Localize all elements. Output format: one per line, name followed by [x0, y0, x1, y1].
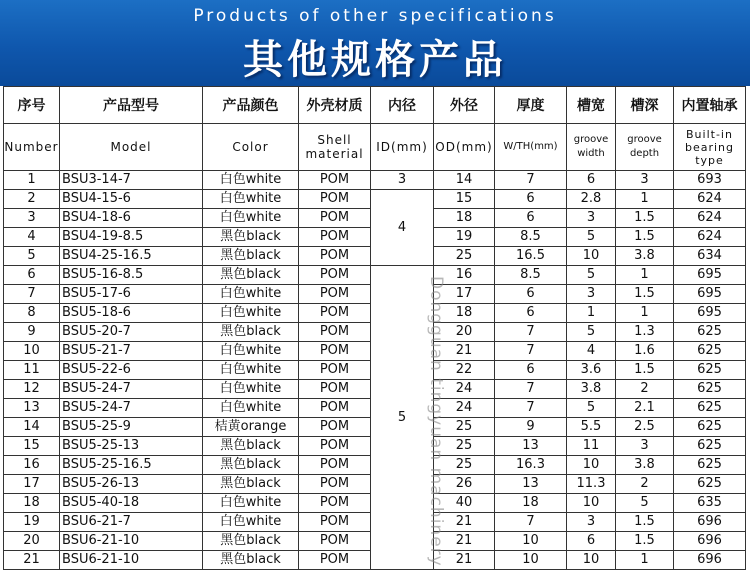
cell-model: BSU5-21-7 [60, 342, 203, 361]
cell-bearing-type: 624 [674, 190, 746, 209]
cell-bearing-type: 634 [674, 247, 746, 266]
cell-number: 3 [4, 209, 60, 228]
cell-inner-diameter: 5 [371, 266, 434, 570]
cell-thickness: 7 [495, 342, 567, 361]
cell-number: 6 [4, 266, 60, 285]
cell-material: POM [299, 342, 371, 361]
col-header-en: Shell material [299, 124, 371, 171]
cell-thickness: 7 [495, 323, 567, 342]
cell-thickness: 18 [495, 494, 567, 513]
cell-thickness: 10 [495, 532, 567, 551]
cell-outer-diameter: 25 [434, 437, 495, 456]
spec-table-wrapper [3, 86, 746, 570]
cell-material: POM [299, 399, 371, 418]
cell-model: BSU5-40-18 [60, 494, 203, 513]
cell-groove-width: 3.8 [567, 380, 616, 399]
cell-bearing-type: 624 [674, 209, 746, 228]
cell-thickness: 10 [495, 551, 567, 570]
cell-model: BSU5-20-7 [60, 323, 203, 342]
cell-material: POM [299, 171, 371, 190]
cell-groove-width: 6 [567, 532, 616, 551]
cell-number: 16 [4, 456, 60, 475]
col-header-cn: 序号 [4, 87, 60, 124]
cell-groove-width: 3 [567, 209, 616, 228]
cell-groove-width: 6 [567, 171, 616, 190]
cell-material: POM [299, 437, 371, 456]
cell-color: 白色white [203, 304, 299, 323]
cell-color: 黑色black [203, 532, 299, 551]
cell-thickness: 8.5 [495, 228, 567, 247]
col-header-cn: 厚度 [495, 87, 567, 124]
banner-subtitle: Products of other specifications [193, 6, 557, 26]
cell-number: 7 [4, 285, 60, 304]
cell-groove-width: 10 [567, 456, 616, 475]
cell-material: POM [299, 418, 371, 437]
cell-model: BSU5-25-13 [60, 437, 203, 456]
cell-bearing-type: 625 [674, 437, 746, 456]
cell-groove-width: 5 [567, 228, 616, 247]
cell-groove-depth: 2 [616, 380, 674, 399]
cell-material: POM [299, 380, 371, 399]
cell-groove-width: 1 [567, 304, 616, 323]
header-row-en [4, 124, 746, 171]
col-header-en: Built-in bearing type [674, 124, 746, 171]
cell-groove-width: 4 [567, 342, 616, 361]
cell-material: POM [299, 494, 371, 513]
cell-bearing-type: 625 [674, 323, 746, 342]
cell-groove-depth: 1.5 [616, 532, 674, 551]
cell-number: 17 [4, 475, 60, 494]
cell-material: POM [299, 285, 371, 304]
cell-groove-width: 10 [567, 494, 616, 513]
cell-number: 2 [4, 190, 60, 209]
cell-outer-diameter: 21 [434, 513, 495, 532]
table-row [4, 171, 746, 190]
cell-groove-width: 11.3 [567, 475, 616, 494]
cell-material: POM [299, 247, 371, 266]
cell-thickness: 6 [495, 190, 567, 209]
cell-outer-diameter: 15 [434, 190, 495, 209]
cell-material: POM [299, 323, 371, 342]
cell-model: BSU5-24-7 [60, 399, 203, 418]
cell-model: BSU5-24-7 [60, 380, 203, 399]
cell-model: BSU3-14-7 [60, 171, 203, 190]
cell-thickness: 6 [495, 209, 567, 228]
cell-model: BSU6-21-10 [60, 551, 203, 570]
cell-color: 黑色black [203, 228, 299, 247]
header-row-cn [4, 87, 746, 124]
cell-groove-width: 3 [567, 285, 616, 304]
cell-material: POM [299, 190, 371, 209]
cell-bearing-type: 696 [674, 551, 746, 570]
cell-groove-width: 11 [567, 437, 616, 456]
cell-thickness: 13 [495, 437, 567, 456]
cell-number: 15 [4, 437, 60, 456]
cell-color: 黑色black [203, 247, 299, 266]
cell-bearing-type: 625 [674, 418, 746, 437]
cell-outer-diameter: 24 [434, 399, 495, 418]
header-banner [0, 0, 750, 86]
cell-model: BSU5-26-13 [60, 475, 203, 494]
cell-color: 黑色black [203, 475, 299, 494]
col-header-cn: 外径 [434, 87, 495, 124]
cell-groove-depth: 1 [616, 551, 674, 570]
cell-groove-width: 10 [567, 551, 616, 570]
cell-bearing-type: 695 [674, 304, 746, 323]
cell-groove-depth: 1.3 [616, 323, 674, 342]
col-header-en: OD(mm) [434, 124, 495, 171]
cell-outer-diameter: 17 [434, 285, 495, 304]
cell-thickness: 13 [495, 475, 567, 494]
cell-number: 12 [4, 380, 60, 399]
cell-model: BSU5-22-6 [60, 361, 203, 380]
cell-color: 白色white [203, 171, 299, 190]
cell-groove-width: 3.6 [567, 361, 616, 380]
cell-groove-width: 5 [567, 266, 616, 285]
cell-color: 白色white [203, 494, 299, 513]
cell-groove-depth: 3 [616, 437, 674, 456]
cell-thickness: 16.5 [495, 247, 567, 266]
col-header-cn: 槽宽 [567, 87, 616, 124]
cell-color: 白色white [203, 380, 299, 399]
col-header-en: Color [203, 124, 299, 171]
cell-bearing-type: 625 [674, 456, 746, 475]
cell-color: 白色white [203, 285, 299, 304]
cell-groove-width: 5.5 [567, 418, 616, 437]
cell-thickness: 16.3 [495, 456, 567, 475]
cell-number: 21 [4, 551, 60, 570]
cell-outer-diameter: 25 [434, 456, 495, 475]
cell-thickness: 7 [495, 380, 567, 399]
cell-color: 黑色black [203, 437, 299, 456]
cell-bearing-type: 624 [674, 228, 746, 247]
cell-groove-depth: 3 [616, 171, 674, 190]
cell-number: 4 [4, 228, 60, 247]
col-header-en: groove width [567, 124, 616, 171]
cell-outer-diameter: 18 [434, 304, 495, 323]
cell-number: 9 [4, 323, 60, 342]
cell-groove-depth: 3.8 [616, 456, 674, 475]
cell-groove-depth: 1 [616, 266, 674, 285]
cell-number: 10 [4, 342, 60, 361]
cell-model: BSU4-19-8.5 [60, 228, 203, 247]
cell-outer-diameter: 16 [434, 266, 495, 285]
cell-groove-depth: 3.8 [616, 247, 674, 266]
cell-groove-depth: 1.5 [616, 285, 674, 304]
cell-groove-depth: 1 [616, 190, 674, 209]
cell-model: BSU4-15-6 [60, 190, 203, 209]
col-header-cn: 产品颜色 [203, 87, 299, 124]
cell-color: 白色white [203, 190, 299, 209]
cell-bearing-type: 695 [674, 266, 746, 285]
cell-thickness: 6 [495, 304, 567, 323]
cell-color: 白色white [203, 342, 299, 361]
cell-groove-depth: 1 [616, 304, 674, 323]
cell-outer-diameter: 21 [434, 342, 495, 361]
cell-bearing-type: 625 [674, 380, 746, 399]
cell-bearing-type: 635 [674, 494, 746, 513]
cell-groove-depth: 2 [616, 475, 674, 494]
spec-table [3, 86, 746, 570]
cell-number: 1 [4, 171, 60, 190]
cell-outer-diameter: 18 [434, 209, 495, 228]
cell-model: BSU5-18-6 [60, 304, 203, 323]
cell-outer-diameter: 22 [434, 361, 495, 380]
cell-number: 19 [4, 513, 60, 532]
cell-model: BSU5-25-9 [60, 418, 203, 437]
cell-groove-depth: 1.6 [616, 342, 674, 361]
cell-groove-depth: 1.5 [616, 228, 674, 247]
col-header-cn: 产品型号 [60, 87, 203, 124]
cell-color: 黑色black [203, 323, 299, 342]
cell-outer-diameter: 25 [434, 418, 495, 437]
cell-model: BSU4-18-6 [60, 209, 203, 228]
cell-material: POM [299, 266, 371, 285]
cell-groove-width: 5 [567, 323, 616, 342]
cell-material: POM [299, 532, 371, 551]
cell-groove-depth: 1.5 [616, 209, 674, 228]
cell-thickness: 7 [495, 399, 567, 418]
cell-material: POM [299, 209, 371, 228]
cell-bearing-type: 625 [674, 361, 746, 380]
cell-color: 黑色black [203, 456, 299, 475]
cell-number: 13 [4, 399, 60, 418]
cell-groove-width: 3 [567, 513, 616, 532]
cell-groove-depth: 2.5 [616, 418, 674, 437]
cell-color: 白色white [203, 513, 299, 532]
cell-model: BSU5-17-6 [60, 285, 203, 304]
cell-outer-diameter: 14 [434, 171, 495, 190]
cell-bearing-type: 695 [674, 285, 746, 304]
cell-outer-diameter: 20 [434, 323, 495, 342]
cell-material: POM [299, 361, 371, 380]
cell-inner-diameter: 3 [371, 171, 434, 190]
col-header-cn: 内置轴承 [674, 87, 746, 124]
cell-thickness: 7 [495, 513, 567, 532]
cell-material: POM [299, 551, 371, 570]
cell-color: 黑色black [203, 551, 299, 570]
cell-bearing-type: 693 [674, 171, 746, 190]
cell-thickness: 9 [495, 418, 567, 437]
cell-material: POM [299, 456, 371, 475]
watermark-text: Dongguan tingyuan machinery [426, 276, 446, 567]
cell-color: 白色white [203, 361, 299, 380]
cell-model: BSU5-16-8.5 [60, 266, 203, 285]
cell-inner-diameter: 4 [371, 190, 434, 266]
cell-outer-diameter: 21 [434, 551, 495, 570]
cell-number: 11 [4, 361, 60, 380]
cell-groove-depth: 1.5 [616, 513, 674, 532]
cell-material: POM [299, 513, 371, 532]
cell-bearing-type: 625 [674, 399, 746, 418]
cell-groove-depth: 1.5 [616, 361, 674, 380]
cell-number: 5 [4, 247, 60, 266]
cell-outer-diameter: 21 [434, 532, 495, 551]
col-header-en: groove depth [616, 124, 674, 171]
cell-bearing-type: 625 [674, 475, 746, 494]
cell-outer-diameter: 40 [434, 494, 495, 513]
cell-bearing-type: 625 [674, 342, 746, 361]
cell-outer-diameter: 19 [434, 228, 495, 247]
cell-outer-diameter: 26 [434, 475, 495, 494]
cell-thickness: 8.5 [495, 266, 567, 285]
cell-groove-depth: 2.1 [616, 399, 674, 418]
cell-number: 8 [4, 304, 60, 323]
table-row [4, 190, 746, 209]
cell-color: 白色white [203, 399, 299, 418]
col-header-cn: 外壳材质 [299, 87, 371, 124]
cell-outer-diameter: 25 [434, 247, 495, 266]
cell-model: BSU5-25-16.5 [60, 456, 203, 475]
cell-groove-width: 5 [567, 399, 616, 418]
banner-title: 其他规格产品 [243, 37, 507, 83]
cell-thickness: 7 [495, 171, 567, 190]
cell-material: POM [299, 228, 371, 247]
cell-bearing-type: 696 [674, 513, 746, 532]
cell-groove-width: 2.8 [567, 190, 616, 209]
table-row [4, 266, 746, 285]
col-header-cn: 槽深 [616, 87, 674, 124]
cell-outer-diameter: 24 [434, 380, 495, 399]
cell-color: 白色white [203, 209, 299, 228]
col-header-cn: 内径 [371, 87, 434, 124]
cell-number: 14 [4, 418, 60, 437]
cell-groove-depth: 5 [616, 494, 674, 513]
col-header-en: W/TH(mm) [495, 124, 567, 171]
cell-model: BSU6-21-10 [60, 532, 203, 551]
cell-number: 18 [4, 494, 60, 513]
cell-thickness: 6 [495, 361, 567, 380]
col-header-en: ID(mm) [371, 124, 434, 171]
cell-material: POM [299, 475, 371, 494]
cell-bearing-type: 696 [674, 532, 746, 551]
cell-color: 桔黄orange [203, 418, 299, 437]
cell-color: 黑色black [203, 266, 299, 285]
cell-groove-width: 10 [567, 247, 616, 266]
col-header-en: Number [4, 124, 60, 171]
cell-number: 20 [4, 532, 60, 551]
col-header-en: Model [60, 124, 203, 171]
cell-material: POM [299, 304, 371, 323]
cell-model: BSU4-25-16.5 [60, 247, 203, 266]
cell-thickness: 6 [495, 285, 567, 304]
cell-model: BSU6-21-7 [60, 513, 203, 532]
